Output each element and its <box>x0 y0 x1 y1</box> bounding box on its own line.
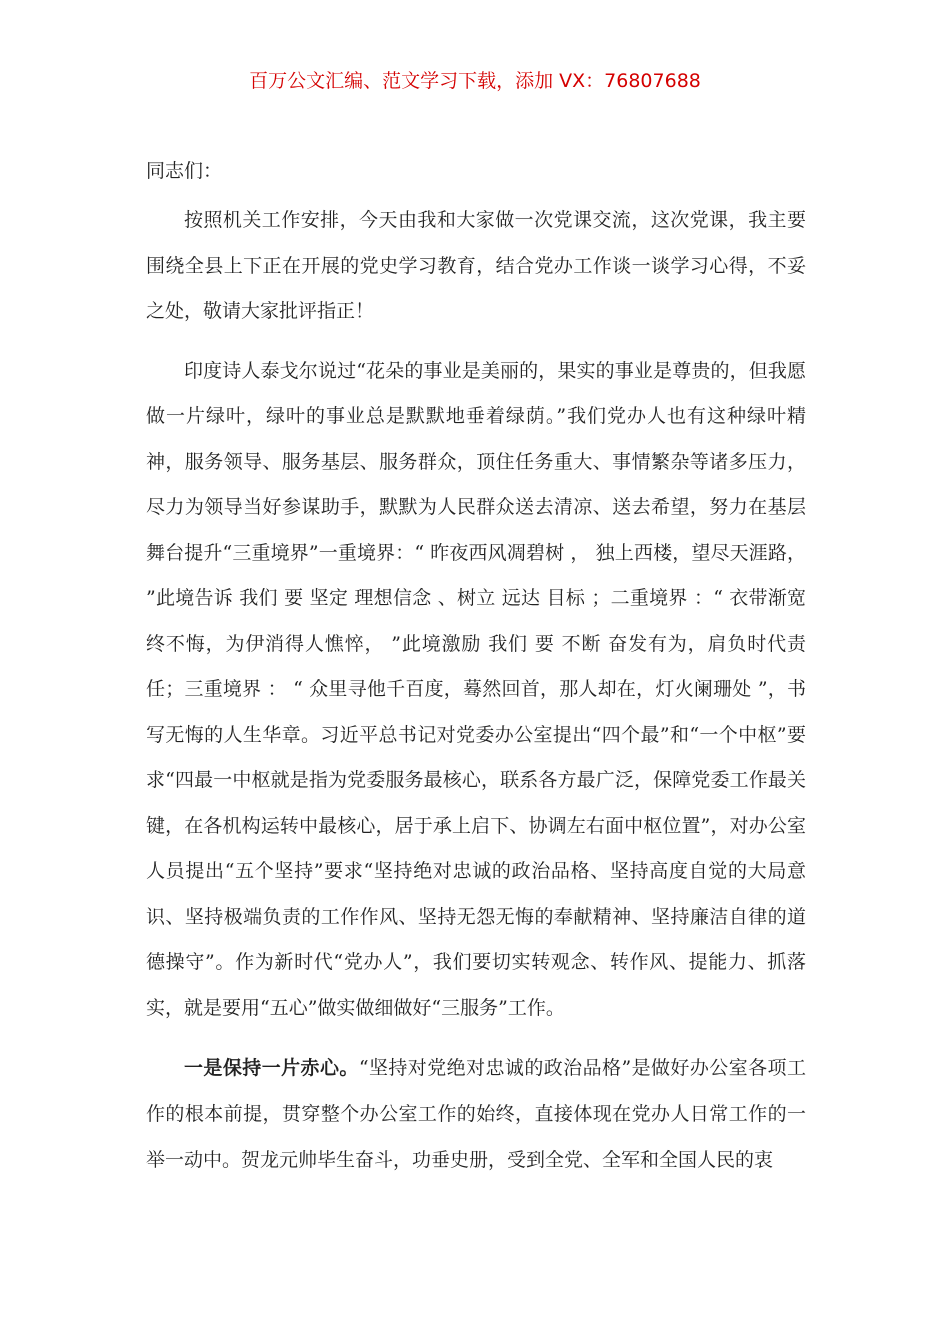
document-body <box>146 150 806 1193</box>
salutation: 同志们： <box>146 160 223 182</box>
section-lead-heading: 一是保持一片赤心。 <box>184 1057 359 1079</box>
watermark-header: 百万公文汇编、范文学习下载，添加 VX：76807688 <box>249 70 701 92</box>
paragraph-loyalty <box>146 1045 806 1183</box>
section-lead-body: “坚持对党绝对忠诚的政治品格”是做好办公室各项工作的根本前提，贯穿整个办公室工作的始终，直接体现在党办人日常工作的一举一动中。贺龙元帅毕生奋斗，功垂史册，受到全党、全军和全国人民的衷 <box>146 1057 806 1171</box>
paragraph-green-leaf: 印度诗人泰戈尔说过“花朵的事业是美丽的，果实的事业是尊贵的，但我愿做一片绿叶，绿叶的事业总是默默地垂着绿荫。”我们党办人也有这种绿叶精神，服务领导、服务基层、服务群众，顶住任务重大、事情繁杂等诸多压力，尽力为领导当好参谋助手，默默为人民群众送去清凉、送去希望，努力在基层舞台提升“三重境界”一重境界：“ 昨夜西风凋碧树 ， 独上西楼，望尽天涯路， ”此境告诉 我们 要 坚定 理想信念 、树立 远达 目标 ；二重境界 ：“ 衣带渐宽终不悔，为伊消得人憔悴， ”此境激励 我们 要 不断 奋发有为，肩负时代责任；三重境界 ： “ 众里寻他千百度，蓦然回首，那人却在，灯火阑珊处 ”，书写无悔的人生华章。习近平总书记对党委办公室提出“四个最”和“一个中枢”要求“四最一中枢就是指为党委服务最核心，联系各方最广泛，保障党委工作最关键，在各机构运转中最核心，居于承上启下、协调左右面中枢位置”，对办公室人员提出“五个坚持”要求“坚持绝对忠诚的政治品格、坚持高度自觉的大局意识、坚持极端负责的工作作风、坚持无怨无悔的奉献精神、坚持廉洁自律的道德操守”。作为新时代“党办人”，我们要切实转观念、转作风、提能力、抓落实，就是要用“五心”做实做细做好“三服务”工作。 <box>146 359 806 1019</box>
paragraph-intro: 按照机关工作安排，今天由我和大家做一次党课交流，这次党课，我主要围绕全县上下正在开展的党史学习教育，结合党办工作谈一谈学习心得，不妥之处，敬请大家批评指正！ <box>146 209 806 322</box>
